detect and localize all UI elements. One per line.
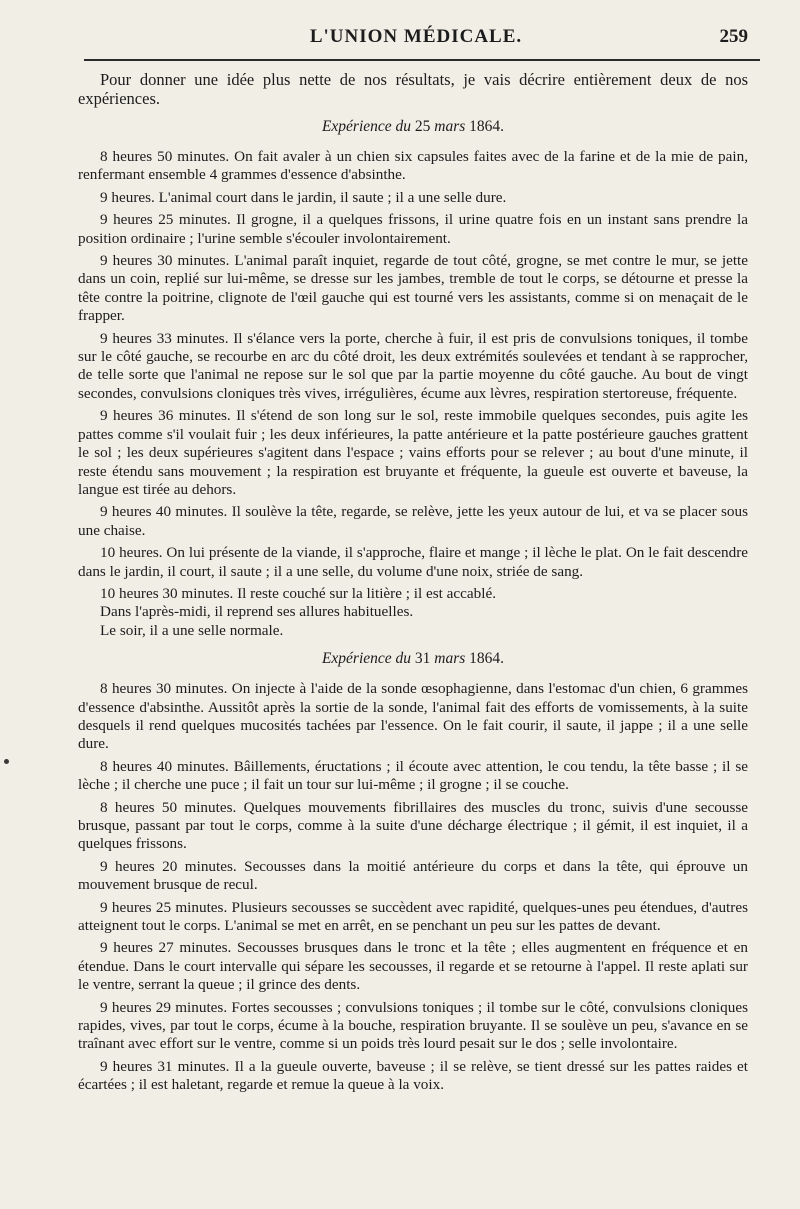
experiment-1-entry: 9 heures 33 minutes. Il s'élance vers la porte, cherche à fuir, il est pris de convulsions toniques, il tombe sur le côté gauche, se recourbe en arc du côté droit, les deux extrémités soulevées et tendant à se rapprocher, de telle sorte que l'animal ne repose sur le sol que par la partie moyenne du côté gauche. Au bout de vingt secondes, convulsions cloniques très vives, irrégulières, écume aux lèvres, respiration stertoreuse, fréquente. [78,329,748,402]
experiment-1-entry: 9 heures 36 minutes. Il s'étend de son long sur le sol, reste immobile quelques secondes, puis agite les pattes comme s'il voulait fuir ; les deux inférieures, la patte antérieure et la patte postérieure gauches grattent le sol ; les deux supérieures s'agitent dans l'espace ; vains efforts pour se relever ; au bout d'une minute, il reste étendu sans mouvement ; la respiration est bruyante et fréquente, la gueule est ouverte et baveuse, la langue est tirée au dehors. [78,407,748,498]
experiment-1-entry: Dans l'après-midi, il reprend ses allures habituelles. [100,603,414,621]
page-body [78,70,748,1095]
experiment-2-entries [78,680,748,1095]
experiment-1-entry: 9 heures. L'animal court dans le jardin, il saute ; il a une selle dure. [100,188,507,206]
experiment-2-entry: 8 heures 40 minutes. Bâillements, éructations ; il écoute avec attention, le cou tendu, la tête basse ; il se lèche ; il cherche une puce ; il fait un tour sur lui-même ; il grogne ; il se couche. [78,757,748,794]
experiment-2-heading-day: 31 [414,650,431,668]
intro-paragraph: Pour donner une idée plus nette de nos résultats, je vais décrire entièrement deux de nos expériences. [78,70,748,108]
experiment-1-entry: 10 heures 30 minutes. Il reste couché sur la litière ; il est accablé. [100,584,496,602]
running-head [84,26,748,56]
experiment-2-entry: 9 heures 29 minutes. Fortes secousses ; convulsions toniques ; il tombe sur le côté, convulsions cloniques rapides, vives, par tout le corps, écume à la bouche, respiration bruyante. Il se soulève un peu, s'avance en se traînant avec effort sur le ventre, comme si un poids très lourd pesait sur le dos ; selle involontaire. [78,998,748,1053]
experiment-2-heading-month: mars [430,650,470,668]
experiment-2-heading-year: 1864. [469,650,505,668]
margin-dot [4,759,9,764]
experiment-1-heading [78,118,748,136]
experiment-1-entry: 9 heures 40 minutes. Il soulève la tête, regarde, se relève, jette les yeux autour de lui, et va se placer sous une chaise. [78,503,748,539]
experiment-1-entry: Le soir, il a une selle normale. [100,621,284,639]
experiment-1-heading-year: 1864. [469,118,505,135]
running-title: L'UNION MÉDICALE. [309,26,523,47]
page-number: 259 [719,26,748,47]
experiment-1-heading-day: 25 [414,118,431,135]
experiment-1-entry: 9 heures 25 minutes. Il grogne, il a quelques frissons, il urine quatre fois en un instant sans prendre la position ordinaire ; l'urine semble s'écouler involontairement. [78,211,748,247]
experiment-2-heading-text: Expérience du [321,650,415,668]
experiment-1-entry: 9 heures 30 minutes. L'animal paraît inquiet, regarde de tout côté, grogne, se met contre le mur, se jette dans un coin, replié sur lui-même, se dresse sur les jambes, tremble de tout le corps, se détourne et presse la tête contre la poitrine, clignote de l'œil gauche qui est tourné vers les assistants, comme si on menaçait de le frapper. [78,252,748,325]
experiment-1-heading-text: Expérience du [321,118,415,135]
experiment-2-entry: 8 heures 50 minutes. Quelques mouvements fibrillaires des muscles du tronc, suivis d'une secousse brusque, passant par tout le corps, comme à la suite d'une décharge électrique ; il gémit, il est inquiet, il a quelques frissons. [78,798,748,853]
experiment-1-entry: 10 heures. On lui présente de la viande, il s'approche, flaire et mange ; il lèche le plat. On le fait descendre dans le jardin, il court, il saute ; il a une selle, du volume d'une noix, striée de sang. [78,544,748,580]
experiment-2-entry: 9 heures 20 minutes. Secousses dans la moitié antérieure du corps et dans la tête, qui éprouve un mouvement brusque de recul. [78,857,748,894]
experiment-2-entry: 8 heures 30 minutes. On injecte à l'aide de la sonde œsophagienne, dans l'estomac d'un chien, 6 grammes d'essence d'absinthe. Aussitôt après la sortie de la sonde, l'animal fait des efforts de vomissements, à la suite desquels il rend quelques mucosités tachées par l'essence. On le fait courir, il saute, il jappe ; il a une selle dure. [78,680,748,753]
experiment-2-entry: 9 heures 25 minutes. Plusieurs secousses se succèdent avec rapidité, quelques-unes peu étendues, d'autres atteignent tout le corps. L'animal se met en arrêt, en se penchant un peu sur les pattes de devant. [78,898,748,935]
experiment-1-heading-month: mars [430,118,470,135]
experiment-2-entry: 9 heures 31 minutes. Il a la gueule ouverte, baveuse ; il se relève, se tient dressé sur les pattes raides et écartées ; il est haletant, regarde et remue la queue à la voix. [78,1057,748,1094]
header-rule [84,59,760,61]
experiment-2-entry: 9 heures 27 minutes. Secousses brusques dans le tronc et la tête ; elles augmentent en fréquence et en étendue. Dans le court intervalle qui sépare les secousses, il regarde et se retourne à l'appel. Il reste aplati sur le ventre, serrant la queue ; il grince des dents. [78,939,748,994]
experiment-2-heading [78,650,748,668]
experiment-1-entry: 8 heures 50 minutes. On fait avaler à un chien six capsules faites avec de la farine et de la mie de pain, renfermant ensemble 4 grammes d'essence d'absinthe. [78,148,748,184]
experiment-1-entries [78,148,748,640]
